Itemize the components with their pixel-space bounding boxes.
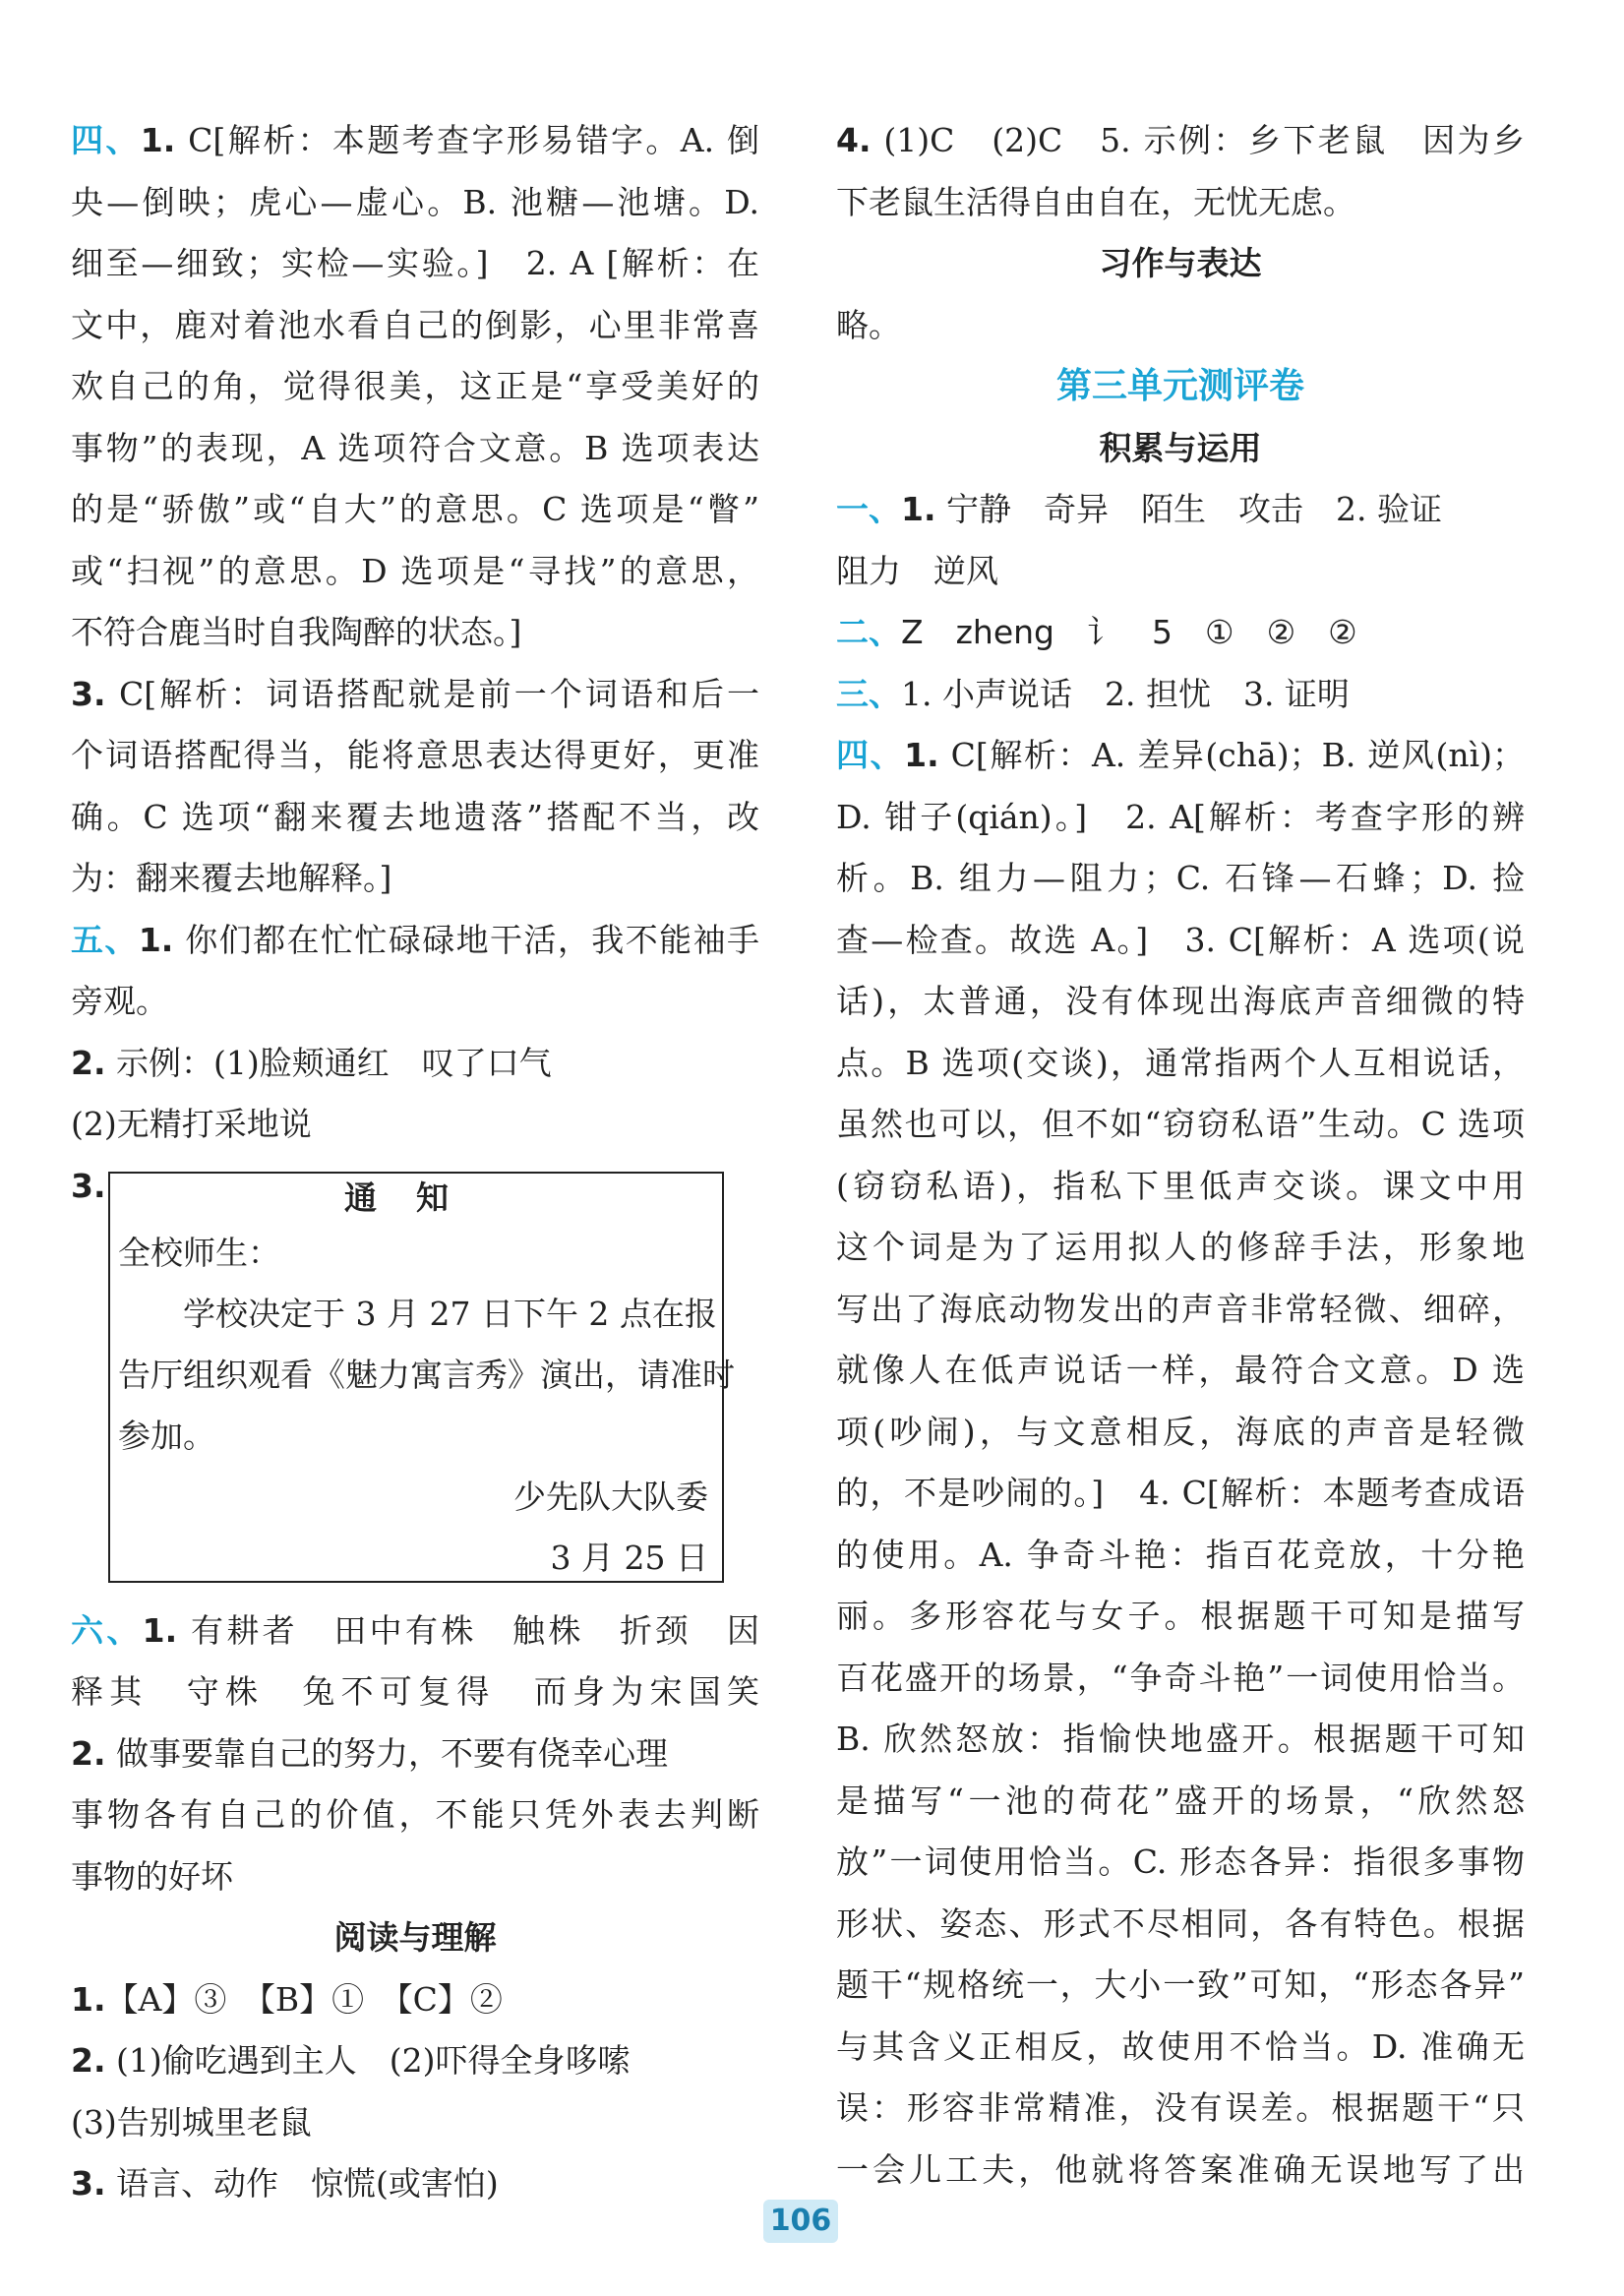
text-line: 四、1. C[解析：本题考查字形易错字。A. 倒: [71, 121, 759, 159]
text-line: 百花盛开的场景，“争奇斗艳”一词使用恰当。: [836, 1658, 1525, 1697]
text-line: 个词语搭配得当，能将意思表达得更好，更准: [71, 736, 759, 774]
text-line: 阻力 逆风: [836, 551, 998, 590]
text-line: 与其含义正相反，故使用不恰当。D. 准确无: [836, 2026, 1525, 2066]
notice-signer: 少先队大队委: [513, 1477, 708, 1516]
text-line: 四、1. C[解析：A. 差异(chā)；B. 逆风(nì)；: [836, 736, 1526, 774]
notice-block: [71, 1156, 759, 1601]
text-line: 略。: [836, 305, 901, 344]
notice-box: [108, 1172, 735, 1583]
text-line: 确。C 选项“翻来覆去地遗落”搭配不当，改: [71, 797, 759, 836]
text-line: 就像人在低声说话一样，最符合文意。D 选: [836, 1351, 1525, 1389]
section-heading: 阅读与理解: [333, 1918, 497, 1957]
text-line: 析。B. 组力—阻力；C. 石锋—石蜂；D. 捡: [836, 859, 1525, 897]
left-column: [71, 110, 759, 2215]
text-line: 一、1. 宁静 奇异 陌生 攻击 2. 验证: [836, 490, 1442, 528]
text-line: 丽。多形容花与女子。根据题干可知是描写: [836, 1597, 1525, 1635]
text-line: 2. 做事要靠自己的努力，不要有侥幸心理: [71, 1733, 668, 1773]
text-line: 欢自己的角，觉得很美，这正是“享受美好的: [71, 367, 759, 405]
item-number: 3.: [71, 1166, 106, 1205]
notice-body: 学校决定于 3 月 27 日下午 2 点在报: [183, 1294, 717, 1333]
section-number: 二、: [836, 613, 901, 651]
text-line: 的使用。A. 争奇斗艳：指百花竞放，十分艳: [836, 1535, 1525, 1574]
text-line: 4. (1)C (2)C 5. 示例：乡下老鼠 因为乡: [836, 121, 1525, 159]
text-line: 是描写“一池的荷花”盛开的场景，“欣然怒: [836, 1781, 1525, 1820]
text-line: (2)无精打采地说: [71, 1105, 312, 1143]
text-line: 的是“骄傲”或“自大”的意思。C 选项是“瞥”: [71, 490, 759, 528]
text-line: 项(吵闹)，与文意相反，海底的声音是轻微: [836, 1412, 1525, 1451]
section-number: 三、: [836, 674, 901, 713]
text-line: 虽然也可以，但不如“窃窃私语”生动。C 选项: [836, 1105, 1525, 1143]
text-line: 题干“规格统一，大小一致”可知，“形态各异”: [836, 1965, 1525, 2004]
text-line: 3. C[解析：词语搭配就是前一个词语和后一: [71, 674, 759, 713]
section-number: 六、: [71, 1610, 143, 1650]
section-number: 四、: [71, 121, 141, 159]
text-line: 为：翻来覆去地解释。]: [71, 859, 392, 897]
text-line: B. 欣然怒放：指愉快地盛开。根据题干可知: [836, 1720, 1525, 1758]
text-line: 文中，鹿对着池水看自己的倒影，心里非常喜: [71, 305, 759, 344]
text-line: 六、1. 有耕者 田中有株 触株 折颈 因: [71, 1610, 759, 1650]
text-line: 1.【A】③ 【B】① 【C】②: [71, 1979, 503, 2019]
text-line: 形状、姿态、形式不尽相同，各有特色。根据: [836, 1903, 1525, 1943]
text-line: 的，不是吵闹的。] 4. C[解析：本题考查成语: [836, 1474, 1525, 1512]
text-line: 事物”的表现，A 选项符合文意。B 选项表达: [71, 428, 759, 467]
notice-recipient: 全校师生：: [118, 1233, 280, 1272]
text-line: 放”一词使用恰当。C. 形态各异：指很多事物: [836, 1843, 1525, 1881]
text-line: (窃窃私语)，指私下里低声交谈。课文中用: [836, 1166, 1525, 1205]
text-line: 事物的好坏: [71, 1856, 233, 1896]
text-line: 一会儿工夫，他就将答案准确无误地写了出: [836, 2149, 1525, 2189]
text-line: D. 钳子(qián)。] 2. A[解析：考查字形的辨: [836, 797, 1525, 836]
text-line: 点。B 选项(交谈)，通常指两个人互相说话，: [836, 1043, 1525, 1082]
text-line: (3)告别城里老鼠: [71, 2102, 312, 2142]
text-line: 事物各有自己的价值，不能只凭外表去判断: [71, 1795, 759, 1834]
text-line: 下老鼠生活得自由自在，无忧无虑。: [836, 182, 1355, 221]
text-line: 查—检查。故选 A。] 3. C[解析：A 选项(说: [836, 920, 1525, 959]
right-column: [836, 110, 1525, 2201]
text-line: 细至—细致；实检—实验。] 2. A [解析：在: [71, 244, 759, 282]
text-line: 释其 守株 兔不可复得 而身为宋国笑: [71, 1672, 759, 1711]
notice-body: 参加。: [118, 1416, 215, 1455]
text-line: 五、1. 你们都在忙忙碌碌地干活，我不能袖手: [71, 920, 759, 959]
section-number: 五、: [71, 920, 139, 959]
notice-date: 3 月 25 日: [550, 1538, 708, 1577]
section-heading: 积累与运用: [1099, 428, 1262, 467]
text-line: 2. 示例：(1)脸颊通红 叹了口气: [71, 1043, 552, 1082]
text-line: 二、Z zheng 讠 5 ① ② ②: [836, 613, 1357, 651]
section-number: 一、: [836, 490, 901, 528]
text-line: 三、1. 小声说话 2. 担忧 3. 证明: [836, 674, 1350, 713]
text-line: 2. (1)偷吃遇到主人 (2)吓得全身哆嗦: [71, 2041, 631, 2080]
notice-body: 告厅组织观看《魅力寓言秀》演出，请准时: [118, 1355, 735, 1394]
text-line: 不符合鹿当时自我陶醉的状态。]: [71, 613, 522, 651]
unit-title: 第三单元测评卷: [1055, 366, 1304, 406]
text-line: 话)，太普通，没有体现出海底声音细微的特: [836, 982, 1525, 1020]
section-heading: 习作与表达: [1099, 244, 1262, 282]
text-line: 写出了海底动物发出的声音非常轻微、细碎，: [836, 1289, 1525, 1328]
text-line: 3. 语言、动作 惊慌(或害怕): [71, 2164, 499, 2203]
section-number: 四、: [836, 736, 905, 774]
text-line: 误：形容非常精准，没有误差。根据题干“只: [836, 2088, 1525, 2127]
notice-title: 通知: [344, 1178, 488, 1217]
text-line: 央—倒映；虎心—虚心。B. 池糖—池塘。D.: [71, 182, 759, 221]
page-number: 106: [763, 2200, 838, 2243]
text-line: 或“扫视”的意思。D 选项是“寻找”的意思，: [71, 551, 759, 590]
text-line: 这个词是为了运用拟人的修辞手法，形象地: [836, 1228, 1525, 1266]
text-line: 旁观。: [71, 982, 168, 1020]
